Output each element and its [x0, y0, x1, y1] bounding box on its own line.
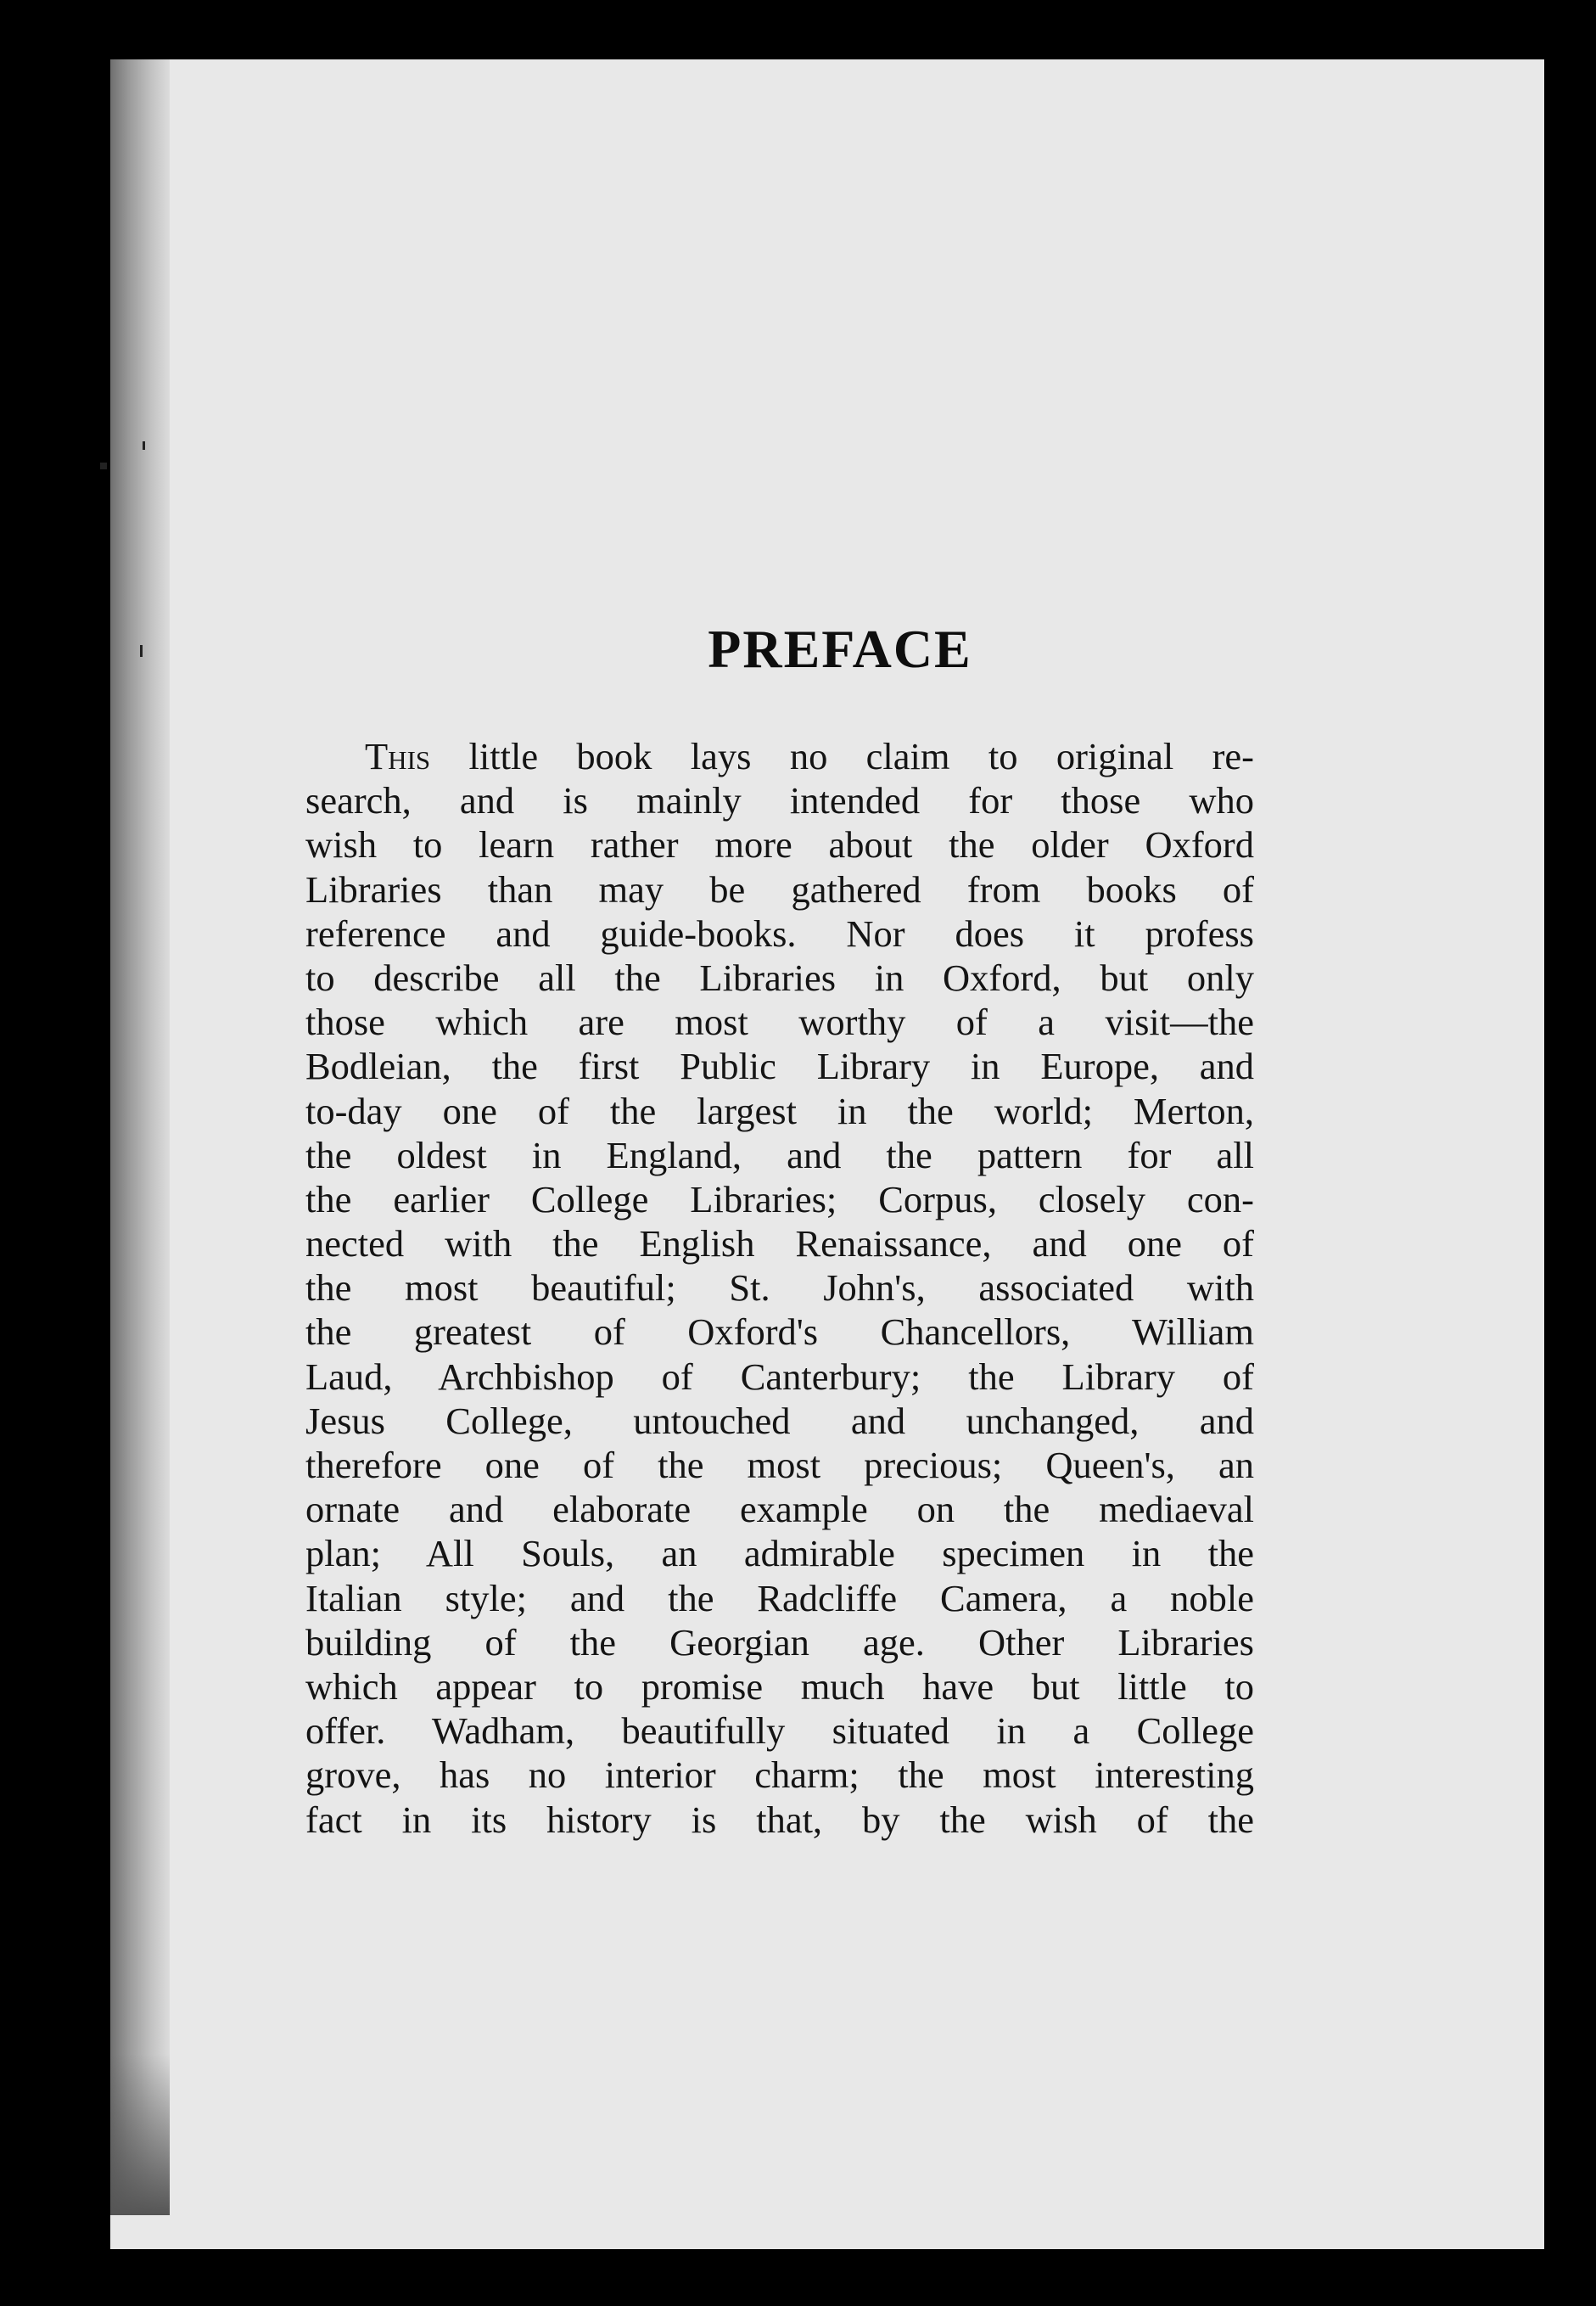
book-spine-shadow — [110, 59, 170, 2215]
text-line: the greatest of Oxford's Chancellors, William — [305, 1310, 1254, 1354]
text-line: which appear to promise much have but little to — [305, 1664, 1254, 1708]
text-line: Jesus College, untouched and unchanged, and — [305, 1399, 1254, 1442]
text-line: ornate and elaborate example on the mediaeval — [305, 1488, 1254, 1531]
text-line: Laud, Archbishop of Canterbury; the Library of — [305, 1355, 1254, 1398]
text-line: This little book lays no claim to original re- — [365, 735, 1254, 777]
spine-bottom-shadow — [110, 2054, 170, 2215]
preface-paragraph — [305, 734, 1254, 1842]
text-line: offer. Wadham, beautifully situated in a College — [305, 1709, 1254, 1753]
text-line: nected with the English Renaissance, and one of — [305, 1222, 1254, 1265]
text-line: Italian style; and the Radcliffe Camera, a noble — [305, 1576, 1254, 1619]
page-title: PREFACE — [708, 619, 972, 679]
text-line: Libraries than may be gathered from books of — [305, 867, 1254, 911]
text-line: the oldest in England, and the pattern for all — [305, 1133, 1254, 1176]
text-line: to-day one of the largest in the world; Merton, — [305, 1089, 1254, 1132]
text-line: the earlier College Libraries; Corpus, closely con- — [305, 1177, 1254, 1220]
text-line: fact in its history is that, by the wish of the — [305, 1798, 1254, 1841]
gutter-mark — [143, 441, 145, 450]
text-line: therefore one of the most precious; Queen's, an — [305, 1444, 1254, 1486]
text-line: the most beautiful; St. John's, associated with — [305, 1266, 1254, 1310]
gutter-mark — [100, 463, 107, 469]
text-line: reference and guide-books. Nor does it profess — [305, 912, 1254, 955]
text-line: to describe all the Libraries in Oxford, but only — [305, 956, 1254, 999]
text-line: those which are most worthy of a visit—the — [305, 1001, 1254, 1044]
text-line: wish to learn rather more about the older Oxford — [305, 823, 1254, 867]
text-line: grove, has no interior charm; the most interesting — [305, 1753, 1254, 1797]
text-line: search, and is mainly intended for those who — [305, 779, 1254, 822]
text-line: building of the Georgian age. Other Libraries — [305, 1620, 1254, 1664]
gutter-mark — [140, 645, 143, 657]
text-line: Bodleian, the first Public Library in Europe, and — [305, 1045, 1254, 1088]
opening-word: This — [365, 735, 431, 777]
text-line: plan; All Souls, an admirable specimen in the — [305, 1532, 1254, 1575]
